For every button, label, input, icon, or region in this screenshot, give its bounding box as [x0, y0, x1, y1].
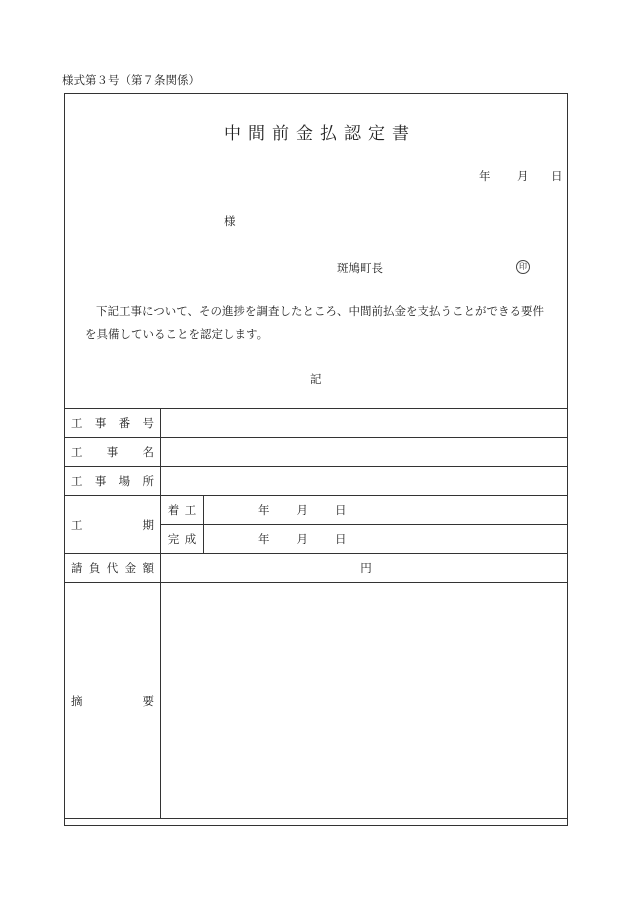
certificate-frame	[64, 93, 568, 826]
construction-number-field[interactable]	[161, 409, 568, 438]
label-char: 事	[94, 416, 107, 430]
completion-date-field[interactable]	[204, 525, 568, 554]
title-char: 前	[272, 124, 290, 144]
title-char: 定	[368, 124, 386, 144]
construction-name-label	[65, 438, 161, 467]
title-char: 認	[344, 124, 362, 144]
label-char: 所	[142, 474, 154, 488]
table-row	[65, 583, 568, 819]
ki-heading: 記	[310, 372, 322, 386]
contract-amount-field[interactable]	[161, 554, 568, 583]
start-month: 月	[296, 503, 308, 517]
date-month: 月	[517, 169, 529, 183]
label-char: 額	[142, 561, 154, 575]
completion-day: 日	[335, 532, 347, 546]
label-char: 期	[142, 517, 154, 532]
label-char: 要	[142, 693, 154, 708]
completion-year: 年	[258, 532, 270, 546]
contract-amount-label	[65, 554, 161, 583]
title-char: 中	[224, 124, 242, 144]
label-char: 請	[71, 561, 83, 575]
table-row	[65, 554, 568, 583]
addressee-suffix: 様	[224, 214, 236, 228]
label-char: 事	[94, 474, 107, 488]
title-char: 払	[320, 124, 338, 144]
summary-label	[65, 583, 161, 819]
completion-label	[161, 525, 204, 554]
start-year: 年	[258, 503, 270, 517]
title-char: 金	[296, 124, 314, 144]
summary-field[interactable]	[161, 583, 568, 819]
label-char: 工	[71, 416, 83, 430]
date-day: 日	[551, 169, 563, 183]
certification-statement: 下記工事について、その進捗を調査したところ、中間前払金を支払うことができる要件を具備していることを認定します。	[85, 304, 545, 341]
table-row	[65, 467, 568, 496]
issuer-name: 斑鳩町長	[337, 261, 383, 275]
label-char: 号	[142, 416, 154, 430]
completion-month: 月	[296, 532, 308, 546]
title-char: 間	[248, 124, 266, 144]
seal-mark: 印	[516, 260, 530, 274]
construction-number-label	[65, 409, 161, 438]
construction-location-field[interactable]	[161, 467, 568, 496]
label-char: 完	[167, 532, 180, 546]
table-row	[65, 438, 568, 467]
label-char: 着	[167, 503, 180, 517]
label-char: 負	[88, 561, 101, 575]
label-char: 代	[106, 561, 119, 575]
table-row	[65, 409, 568, 438]
start-day: 日	[335, 503, 347, 517]
period-label	[65, 496, 161, 554]
yen-unit: 円	[360, 561, 372, 575]
table-row	[65, 496, 568, 525]
label-char: 名	[142, 445, 154, 459]
label-char: 場	[118, 474, 131, 488]
title-char: 書	[392, 124, 410, 144]
construction-location-label	[65, 467, 161, 496]
date-year: 年	[479, 169, 491, 183]
label-char: 工	[184, 503, 197, 517]
start-label	[161, 496, 204, 525]
certificate-title	[224, 119, 410, 144]
construction-name-field[interactable]	[161, 438, 568, 467]
construction-details-table	[64, 408, 568, 819]
start-date-field[interactable]	[204, 496, 568, 525]
label-char: 番	[118, 416, 131, 430]
label-char: 成	[184, 532, 197, 546]
label-char: 工	[71, 517, 83, 532]
label-char: 工	[71, 474, 83, 488]
label-char: 事	[106, 445, 119, 459]
form-number-label: 様式第３号（第７条関係）	[62, 73, 200, 87]
label-char: 工	[71, 445, 83, 459]
label-char: 金	[124, 561, 137, 575]
label-char: 摘	[71, 693, 83, 708]
